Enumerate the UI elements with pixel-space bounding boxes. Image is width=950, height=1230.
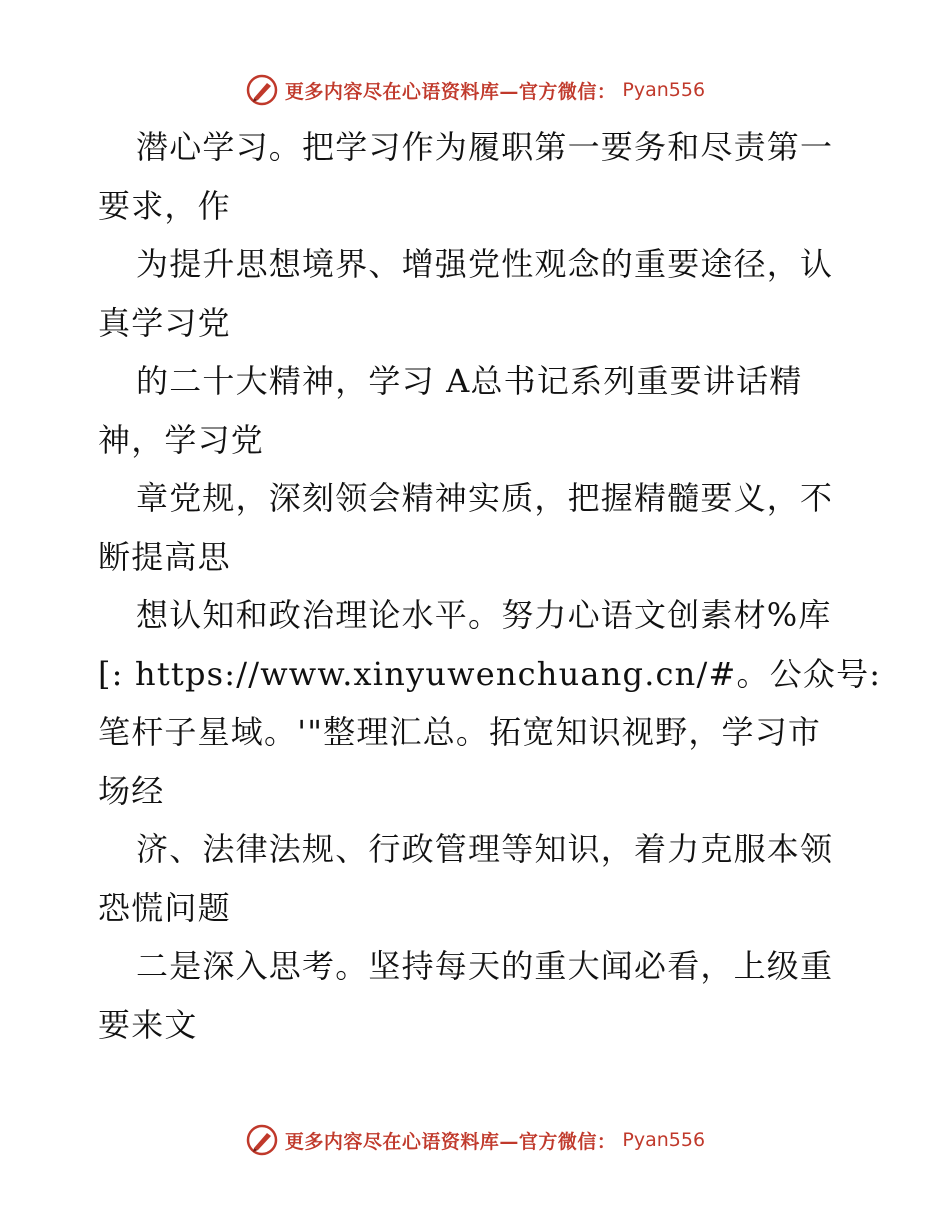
text-line: 场经: [98, 771, 165, 810]
text-line: 断提高思: [98, 537, 231, 576]
watermark-text-en: Pyan556: [622, 79, 706, 101]
footer-watermark: [0, 1120, 950, 1160]
text-line: 潜心学习。把学习作为履职第一要务和尽责第一: [136, 128, 834, 166]
paragraph: [98, 937, 878, 1054]
text-line: [: https://www.xinyuwenchuang.cn/#。公众号:: [98, 654, 882, 693]
text-line: 要来文: [98, 1005, 198, 1044]
paragraph: [98, 235, 878, 352]
text-line: 章党规，深刻领会精神实质，把握精髓要义，不: [136, 479, 834, 517]
paragraph: [98, 352, 878, 469]
watermark-text-cn: 更多内容尽在心语资料库—官方微信：: [284, 80, 617, 103]
text-line: 神，学习党: [98, 420, 265, 459]
paragraph: [98, 118, 878, 235]
text-line: 想认知和政治理论水平。努力心语文创素材%库: [136, 596, 832, 634]
watermark-text-en: Pyan556: [622, 1129, 706, 1151]
paragraph: [98, 820, 878, 937]
text-line: 恐慌问题: [98, 888, 231, 927]
text-line: 真学习党: [98, 303, 231, 342]
text-line: 的二十大精神，学习 A总书记系列重要讲话精: [136, 362, 803, 400]
pen-logo-icon: [245, 73, 279, 107]
text-line: 要求，作: [98, 186, 231, 225]
pen-logo-icon: [245, 1123, 279, 1157]
header-watermark: [0, 70, 950, 110]
document-body: [98, 118, 882, 1054]
text-line: 济、法律法规、行政管理等知识，着力克服本领: [136, 830, 834, 868]
text-line: 二是深入思考。坚持每天的重大闻必看，上级重: [136, 947, 834, 985]
paragraph: [98, 469, 878, 586]
paragraph: [98, 586, 882, 820]
text-line: 为提升思想境界、增强党性观念的重要途径，认: [136, 245, 834, 283]
watermark-text-cn: 更多内容尽在心语资料库—官方微信：: [284, 1130, 617, 1153]
text-line: 笔杆子星域。'"整理汇总。拓宽知识视野，学习市: [98, 713, 822, 751]
